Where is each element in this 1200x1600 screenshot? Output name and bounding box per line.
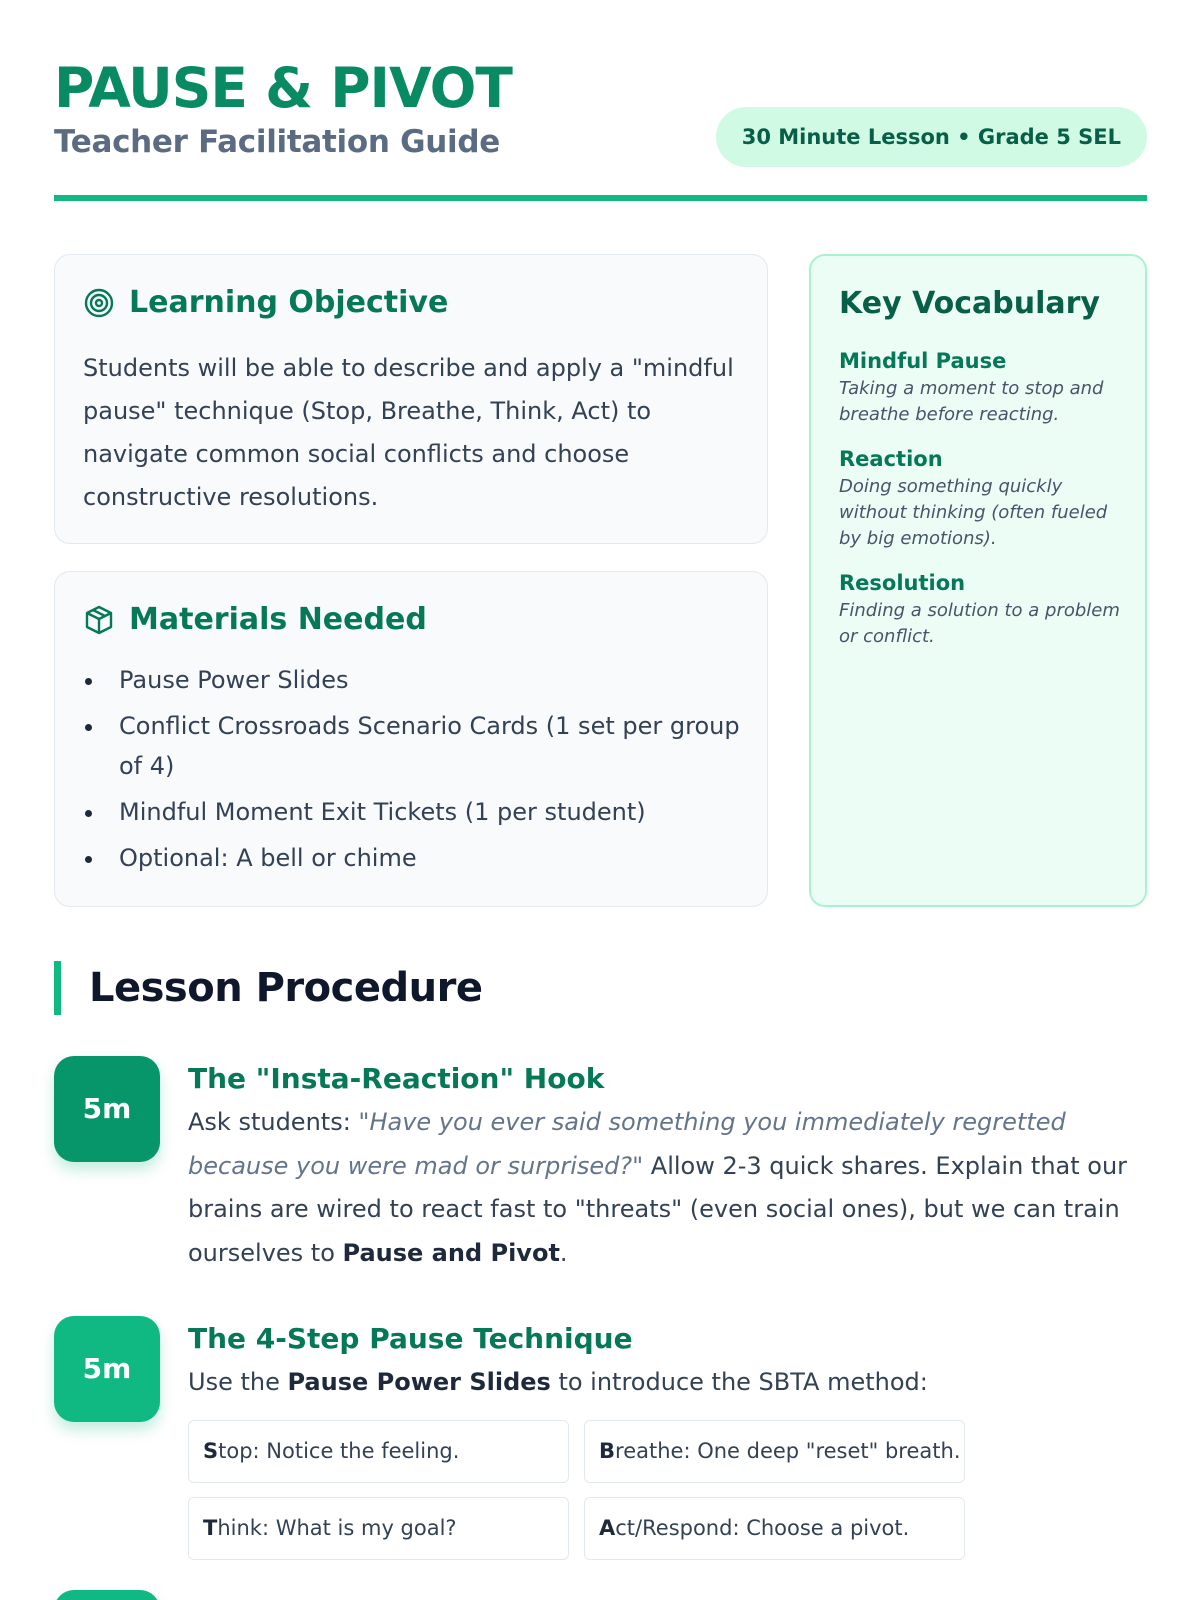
vocabulary-title: Key Vocabulary [839, 286, 1100, 321]
learning-objective-card [54, 254, 768, 544]
sbta-initial: T [203, 1516, 218, 1540]
vocab-definition: Finding a solution to a problem or conflict. [839, 600, 1120, 647]
step-body: Allow 2-3 quick shares. Explain that our brains are wired to react fast to "threats" (even social ones), but we can train ourselves to [188, 1151, 1128, 1267]
target-icon [83, 287, 115, 319]
step-time-badge: 5m [54, 1316, 160, 1422]
step-time-badge-partial [54, 1590, 160, 1600]
step-title: The "Insta-Reaction" Hook [188, 1062, 605, 1095]
page-subtitle: Teacher Facilitation Guide [54, 124, 500, 160]
sbta-initial: S [203, 1439, 219, 1463]
step-bold: Pause Power Slides [287, 1368, 551, 1396]
guide-header [54, 0, 1147, 201]
materials-heading [83, 602, 427, 637]
step-lead: Use the [188, 1368, 288, 1396]
sbta-step-box [584, 1497, 965, 1560]
vocabulary-card [809, 254, 1147, 907]
sbta-step-box [188, 1420, 569, 1483]
sbta-text: ct/Respond: Choose a pivot. [615, 1516, 910, 1540]
materials-title: Materials Needed [129, 602, 427, 637]
sbta-text: top: Notice the feeling. [218, 1439, 460, 1463]
list-item: Optional: A bell or chime [83, 838, 743, 878]
objective-title: Learning Objective [129, 285, 449, 320]
vocabulary-list [839, 346, 1129, 666]
sbta-step-box [188, 1497, 569, 1560]
procedure-title: Lesson Procedure [89, 965, 483, 1011]
sbta-initial: B [599, 1439, 616, 1463]
vocab-definition: Doing something quickly without thinking (often fueled by big emotions). [839, 476, 1108, 549]
page-title: PAUSE & PIVOT [54, 56, 512, 120]
vocab-definition: Taking a moment to stop and breathe before reacting. [839, 378, 1104, 425]
sbta-text: hink: What is my goal? [217, 1516, 457, 1540]
vocab-term: Resolution [839, 571, 966, 595]
list-item: Mindful Moment Exit Tickets (1 per student) [83, 792, 743, 832]
procedure-heading [54, 961, 482, 1015]
step-content [188, 1316, 1146, 1405]
objective-text: Students will be able to describe and apply a "mindful pause" technique (Stop, Breathe, Think, Act) to navigate common social conflicts and choose constructive resolutions. [83, 354, 734, 511]
vocab-term: Reaction [839, 447, 943, 471]
step-content [188, 1056, 1146, 1275]
step-body: to introduce the SBTA method: [550, 1368, 928, 1396]
step-text [188, 1361, 1146, 1405]
vocab-term: Mindful Pause [839, 349, 1007, 373]
step-end: . [559, 1238, 568, 1267]
step-quote: "Have you ever said something you immediately regretted because you were mad or surprised?" [188, 1108, 1066, 1180]
materials-list [83, 660, 743, 884]
sbta-step-box [584, 1420, 965, 1483]
lesson-info-badge: 30 Minute Lesson • Grade 5 SEL [716, 107, 1147, 167]
materials-card [54, 571, 768, 907]
sbta-text: reathe: One deep "reset" breath. [615, 1439, 961, 1463]
objective-heading [83, 285, 448, 320]
step-title: The 4-Step Pause Technique [188, 1322, 633, 1355]
step-text [188, 1101, 1146, 1275]
step-time-badge: 5m [54, 1056, 160, 1162]
list-item: Pause Power Slides [83, 660, 743, 700]
step-bold: Pause and Pivot [342, 1238, 560, 1267]
step-lead: Ask students: [188, 1108, 359, 1136]
lesson-guide-page [54, 0, 1147, 1540]
list-item: Conflict Crossroads Scenario Cards (1 set per group of 4) [83, 706, 743, 786]
sbta-initial: A [599, 1516, 616, 1540]
box-icon [83, 604, 115, 636]
